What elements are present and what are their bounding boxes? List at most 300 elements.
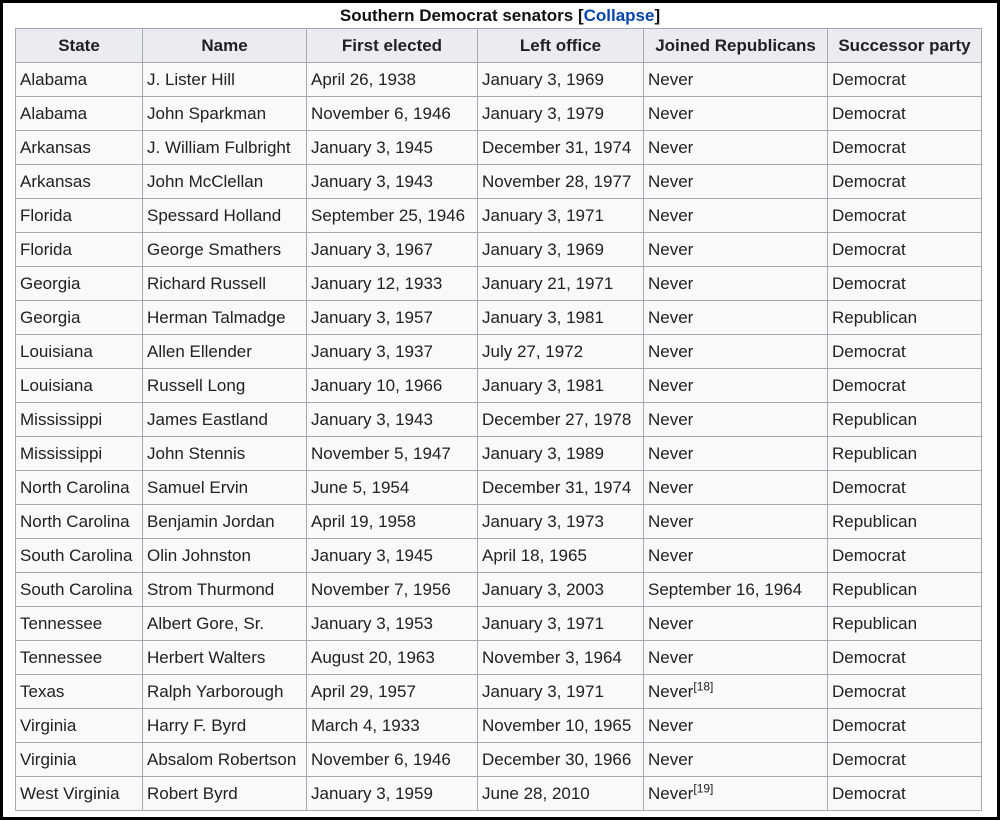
first-elected-cell	[307, 641, 478, 675]
first-elected-cell	[307, 131, 478, 165]
table-row	[16, 199, 982, 233]
first-elected-cell-text: January 3, 1937	[311, 341, 433, 361]
left-office-cell	[478, 97, 644, 131]
table-row	[16, 471, 982, 505]
left-office-cell	[478, 267, 644, 301]
left-office-cell	[478, 165, 644, 199]
table-row	[16, 573, 982, 607]
state-cell-text: South Carolina	[20, 545, 133, 565]
joined-republicans-cell	[644, 641, 828, 675]
joined-republicans-cell-text: Never	[648, 171, 694, 191]
state-cell-text: Mississippi	[20, 409, 103, 429]
left-office-cell-text: January 3, 1969	[482, 239, 604, 259]
table-row	[16, 641, 982, 675]
name-cell	[143, 709, 307, 743]
successor-party-cell-text: Democrat	[832, 239, 906, 259]
joined-republicans-cell	[644, 743, 828, 777]
name-cell-text: Ralph Yarborough	[147, 681, 284, 701]
left-office-cell	[478, 369, 644, 403]
left-office-cell	[478, 607, 644, 641]
joined-republicans-cell	[644, 573, 828, 607]
joined-republicans-cell	[644, 675, 828, 709]
table-row	[16, 675, 982, 709]
state-cell	[16, 165, 143, 199]
state-cell	[16, 97, 143, 131]
table-row	[16, 607, 982, 641]
joined-republicans-cell-text: Never	[648, 545, 694, 565]
first-elected-cell	[307, 97, 478, 131]
joined-republicans-cell	[644, 165, 828, 199]
state-cell	[16, 777, 143, 811]
joined-republicans-cell	[644, 369, 828, 403]
table-row	[16, 743, 982, 777]
joined-republicans-cell	[644, 777, 828, 811]
joined-republicans-cell-text: September 16, 1964	[648, 579, 803, 599]
successor-party-cell	[828, 63, 982, 97]
successor-party-cell	[828, 777, 982, 811]
state-cell-text: Mississippi	[20, 443, 103, 463]
table-row	[16, 369, 982, 403]
successor-party-cell-text: Republican	[832, 443, 918, 463]
successor-party-cell	[828, 641, 982, 675]
state-cell	[16, 131, 143, 165]
state-cell	[16, 63, 143, 97]
state-cell-text: West Virginia	[20, 783, 120, 803]
successor-party-cell-text: Republican	[832, 307, 918, 327]
first-elected-cell	[307, 539, 478, 573]
joined-republicans-cell	[644, 199, 828, 233]
first-elected-cell-text: January 3, 1953	[311, 613, 433, 633]
table-row	[16, 437, 982, 471]
first-elected-cell	[307, 233, 478, 267]
bracket-close: ]	[654, 6, 661, 25]
state-cell-text: Georgia	[20, 273, 81, 293]
successor-party-cell	[828, 437, 982, 471]
joined-republicans-cell	[644, 403, 828, 437]
left-office-cell-text: January 3, 2003	[482, 579, 604, 599]
successor-party-cell	[828, 403, 982, 437]
left-office-cell	[478, 675, 644, 709]
state-cell	[16, 301, 143, 335]
joined-republicans-cell	[644, 607, 828, 641]
joined-republicans-cell	[644, 131, 828, 165]
successor-party-cell	[828, 165, 982, 199]
joined-republicans-cell-text: Never	[648, 715, 694, 735]
left-office-cell-text: November 3, 1964	[482, 647, 622, 667]
name-cell-text: Absalom Robertson	[147, 749, 297, 769]
name-cell	[143, 267, 307, 301]
joined-republicans-cell-text: Never	[648, 511, 694, 531]
successor-party-cell	[828, 471, 982, 505]
state-cell-text: Alabama	[20, 69, 88, 89]
name-cell-text: Herbert Walters	[147, 647, 266, 667]
successor-party-cell	[828, 607, 982, 641]
successor-party-cell-text: Republican	[832, 409, 918, 429]
state-cell-text: Tennessee	[20, 613, 103, 633]
state-cell	[16, 607, 143, 641]
first-elected-cell	[307, 437, 478, 471]
successor-party-cell-text: Democrat	[832, 171, 906, 191]
collapse-link[interactable]: Collapse	[583, 6, 655, 25]
successor-party-cell-text: Republican	[832, 579, 918, 599]
name-cell-text[interactable]: J. William Fulbright	[147, 137, 291, 157]
state-cell-text: Arkansas	[20, 137, 91, 157]
table-body	[16, 63, 982, 811]
name-cell	[143, 199, 307, 233]
state-cell-text: South Carolina	[20, 579, 133, 599]
left-office-cell-text: January 3, 1981	[482, 307, 604, 327]
table-row	[16, 403, 982, 437]
first-elected-cell	[307, 743, 478, 777]
first-elected-cell-text: April 19, 1958	[311, 511, 416, 531]
successor-party-cell	[828, 743, 982, 777]
column-header-joined-republicans[interactable]: Joined Republicans	[644, 29, 828, 63]
name-cell	[143, 539, 307, 573]
name-cell-text: Samuel Ervin	[147, 477, 249, 497]
name-cell	[143, 675, 307, 709]
successor-party-cell	[828, 369, 982, 403]
first-elected-cell	[307, 63, 478, 97]
table-title: Southern Democrat senators	[339, 6, 574, 25]
joined-republicans-cell-text: Never	[648, 613, 694, 633]
state-cell-text: North Carolina	[20, 511, 130, 531]
first-elected-cell-text: June 5, 1954	[311, 477, 410, 497]
left-office-cell-text: December 30, 1966	[482, 749, 632, 769]
name-cell	[143, 743, 307, 777]
first-elected-cell	[307, 301, 478, 335]
successor-party-cell	[828, 301, 982, 335]
left-office-cell	[478, 573, 644, 607]
name-cell	[143, 369, 307, 403]
left-office-cell	[478, 301, 644, 335]
first-elected-cell	[307, 505, 478, 539]
first-elected-cell-text: April 29, 1957	[311, 681, 416, 701]
successor-party-cell-text: Democrat	[832, 681, 906, 701]
name-cell	[143, 505, 307, 539]
table-row	[16, 335, 982, 369]
left-office-cell-text: January 3, 1971	[482, 681, 604, 701]
state-cell-text: Virginia	[20, 715, 77, 735]
left-office-cell-text: April 18, 1965	[482, 545, 587, 565]
state-cell-text: Tennessee	[20, 647, 103, 667]
state-cell	[16, 573, 143, 607]
first-elected-cell	[307, 777, 478, 811]
name-cell-text[interactable]: John Sparkman	[147, 103, 267, 123]
name-cell	[143, 301, 307, 335]
state-cell-text: Florida	[20, 239, 72, 259]
first-elected-cell-text: January 3, 1959	[311, 783, 433, 803]
table-row	[16, 63, 982, 97]
successor-party-cell	[828, 233, 982, 267]
name-cell-text: J. Lister Hill	[147, 69, 235, 89]
left-office-cell-text: December 31, 1974	[482, 477, 632, 497]
successor-party-cell-text: Democrat	[832, 715, 906, 735]
joined-republicans-cell-text: Never	[648, 409, 694, 429]
first-elected-cell	[307, 267, 478, 301]
name-cell-text: James Eastland	[147, 409, 268, 429]
name-cell-text: Spessard Holland	[147, 205, 282, 225]
first-elected-cell-text: January 10, 1966	[311, 375, 443, 395]
first-elected-cell	[307, 709, 478, 743]
first-elected-cell	[307, 471, 478, 505]
first-elected-cell-text: January 3, 1943	[311, 171, 433, 191]
first-elected-cell	[307, 335, 478, 369]
state-cell	[16, 709, 143, 743]
first-elected-cell-text: January 3, 1967	[311, 239, 433, 259]
name-cell	[143, 165, 307, 199]
senators-table	[15, 28, 982, 811]
left-office-cell	[478, 505, 644, 539]
successor-party-cell-text: Democrat	[832, 205, 906, 225]
successor-party-cell	[828, 709, 982, 743]
joined-republicans-cell-text: Never	[648, 681, 694, 701]
left-office-cell	[478, 437, 644, 471]
left-office-cell	[478, 233, 644, 267]
name-cell-text: Benjamin Jordan	[147, 511, 275, 531]
state-cell-text: Louisiana	[20, 341, 93, 361]
left-office-cell	[478, 199, 644, 233]
left-office-cell	[478, 471, 644, 505]
first-elected-cell	[307, 165, 478, 199]
successor-party-cell-text: Republican	[832, 511, 918, 531]
successor-party-cell-text: Democrat	[832, 69, 906, 89]
name-cell-text: George Smathers	[147, 239, 282, 259]
name-cell	[143, 403, 307, 437]
name-cell-text[interactable]: Robert Byrd	[147, 783, 238, 803]
successor-party-cell	[828, 539, 982, 573]
state-cell	[16, 233, 143, 267]
state-cell	[16, 743, 143, 777]
joined-republicans-cell-text: Never	[648, 103, 694, 123]
name-cell-text[interactable]: Albert Gore, Sr.	[147, 613, 265, 633]
left-office-cell-text: January 3, 1971	[482, 205, 604, 225]
name-cell-text: Herman Talmadge	[147, 307, 286, 327]
joined-republicans-cell-text: Never	[648, 69, 694, 89]
left-office-cell-text: January 3, 1971	[482, 613, 604, 633]
state-cell-text: Florida	[20, 205, 72, 225]
name-cell-text[interactable]: Richard Russell	[147, 273, 267, 293]
left-office-cell-text: January 3, 1969	[482, 69, 604, 89]
joined-republicans-cell	[644, 267, 828, 301]
state-cell	[16, 505, 143, 539]
first-elected-cell-text: January 3, 1957	[311, 307, 433, 327]
column-header-first-elected[interactable]: First elected	[307, 29, 478, 63]
name-cell-text: John Stennis	[147, 443, 246, 463]
successor-party-cell	[828, 675, 982, 709]
left-office-cell-text: January 3, 1973	[482, 511, 604, 531]
state-cell-text: Texas	[20, 681, 65, 701]
name-cell-text[interactable]: Harry F. Byrd	[147, 715, 247, 735]
name-cell	[143, 97, 307, 131]
left-office-cell	[478, 403, 644, 437]
name-cell-text[interactable]: John McClellan	[147, 171, 264, 191]
state-cell	[16, 403, 143, 437]
table-row	[16, 777, 982, 811]
header-row	[16, 29, 982, 63]
state-cell-text: Georgia	[20, 307, 81, 327]
left-office-cell	[478, 539, 644, 573]
reference-footnote[interactable]: [18]	[693, 678, 714, 693]
joined-republicans-cell-text: Never	[648, 477, 694, 497]
state-cell-text: Alabama	[20, 103, 88, 123]
left-office-cell-text: January 21, 1971	[482, 273, 614, 293]
table-row	[16, 267, 982, 301]
joined-republicans-cell-text: Never	[648, 783, 694, 803]
first-elected-cell	[307, 675, 478, 709]
left-office-cell-text: November 10, 1965	[482, 715, 632, 735]
left-office-cell-text: July 27, 1972	[482, 341, 584, 361]
successor-party-cell	[828, 131, 982, 165]
name-cell	[143, 233, 307, 267]
first-elected-cell-text: November 6, 1946	[311, 103, 451, 123]
successor-party-cell-text: Democrat	[832, 647, 906, 667]
successor-party-cell	[828, 335, 982, 369]
left-office-cell-text: December 31, 1974	[482, 137, 632, 157]
left-office-cell-text: June 28, 2010	[482, 783, 590, 803]
table-caption	[3, 6, 997, 26]
left-office-cell	[478, 777, 644, 811]
name-cell	[143, 777, 307, 811]
joined-republicans-cell	[644, 335, 828, 369]
first-elected-cell	[307, 573, 478, 607]
successor-party-cell-text: Democrat	[832, 375, 906, 395]
joined-republicans-cell-text: Never	[648, 341, 694, 361]
successor-party-cell-text: Democrat	[832, 783, 906, 803]
left-office-cell	[478, 131, 644, 165]
successor-party-cell	[828, 97, 982, 131]
first-elected-cell	[307, 403, 478, 437]
joined-republicans-cell	[644, 505, 828, 539]
name-cell	[143, 471, 307, 505]
left-office-cell-text: January 3, 1989	[482, 443, 604, 463]
left-office-cell	[478, 743, 644, 777]
name-cell-text[interactable]: Strom Thurmond	[147, 579, 275, 599]
joined-republicans-cell-text: Never	[648, 137, 694, 157]
left-office-cell	[478, 63, 644, 97]
first-elected-cell-text: March 4, 1933	[311, 715, 420, 735]
name-cell-text: Olin Johnston	[147, 545, 251, 565]
successor-party-cell-text: Democrat	[832, 137, 906, 157]
first-elected-cell	[307, 199, 478, 233]
successor-party-cell-text: Democrat	[832, 545, 906, 565]
page-frame	[3, 3, 997, 817]
column-header-successor-party[interactable]: Successor party	[828, 29, 982, 63]
name-cell	[143, 335, 307, 369]
name-cell	[143, 437, 307, 471]
name-cell	[143, 131, 307, 165]
successor-party-cell-text: Democrat	[832, 477, 906, 497]
successor-party-cell	[828, 199, 982, 233]
state-cell	[16, 539, 143, 573]
table-row	[16, 97, 982, 131]
name-cell-text[interactable]: Russell Long	[147, 375, 246, 395]
joined-republicans-cell	[644, 97, 828, 131]
successor-party-cell	[828, 573, 982, 607]
successor-party-cell	[828, 505, 982, 539]
state-cell	[16, 675, 143, 709]
joined-republicans-cell-text: Never	[648, 205, 694, 225]
joined-republicans-cell-text: Never	[648, 375, 694, 395]
table-row	[16, 233, 982, 267]
state-cell	[16, 437, 143, 471]
state-cell	[16, 369, 143, 403]
joined-republicans-cell	[644, 437, 828, 471]
table-row	[16, 301, 982, 335]
state-cell	[16, 267, 143, 301]
state-cell	[16, 199, 143, 233]
first-elected-cell-text: January 3, 1945	[311, 137, 433, 157]
joined-republicans-cell-text: Never	[648, 443, 694, 463]
successor-party-cell-text: Democrat	[832, 103, 906, 123]
successor-party-cell-text: Democrat	[832, 273, 906, 293]
left-office-cell-text: December 27, 1978	[482, 409, 632, 429]
left-office-cell-text: January 3, 1981	[482, 375, 604, 395]
successor-party-cell-text: Democrat	[832, 749, 906, 769]
state-cell-text: Virginia	[20, 749, 77, 769]
left-office-cell	[478, 641, 644, 675]
left-office-cell	[478, 335, 644, 369]
left-office-cell-text: January 3, 1979	[482, 103, 604, 123]
table-row	[16, 709, 982, 743]
table-row	[16, 539, 982, 573]
name-cell	[143, 607, 307, 641]
first-elected-cell	[307, 369, 478, 403]
column-header-state[interactable]: State	[16, 29, 143, 63]
state-cell	[16, 335, 143, 369]
successor-party-cell-text: Republican	[832, 613, 918, 633]
joined-republicans-cell-text: Never	[648, 239, 694, 259]
first-elected-cell-text: November 6, 1946	[311, 749, 451, 769]
first-elected-cell-text: January 3, 1945	[311, 545, 433, 565]
joined-republicans-cell	[644, 709, 828, 743]
column-header-left-office[interactable]: Left office	[478, 29, 644, 63]
joined-republicans-cell	[644, 233, 828, 267]
left-office-cell-text: November 28, 1977	[482, 171, 632, 191]
first-elected-cell-text: November 7, 1956	[311, 579, 451, 599]
state-cell	[16, 641, 143, 675]
joined-republicans-cell	[644, 63, 828, 97]
successor-party-cell	[828, 267, 982, 301]
name-cell	[143, 63, 307, 97]
joined-republicans-cell-text: Never	[648, 307, 694, 327]
state-cell-text: North Carolina	[20, 477, 130, 497]
bracket-open: [	[577, 6, 584, 25]
reference-footnote[interactable]: [19]	[693, 780, 714, 795]
joined-republicans-cell-text: Never	[648, 749, 694, 769]
first-elected-cell-text: August 20, 1963	[311, 647, 435, 667]
name-cell-text: Allen Ellender	[147, 341, 252, 361]
left-office-cell	[478, 709, 644, 743]
table-row	[16, 165, 982, 199]
first-elected-cell	[307, 607, 478, 641]
first-elected-cell-text: November 5, 1947	[311, 443, 451, 463]
successor-party-cell-text: Democrat	[832, 341, 906, 361]
state-cell	[16, 471, 143, 505]
joined-republicans-cell	[644, 301, 828, 335]
name-cell	[143, 573, 307, 607]
state-cell-text: Louisiana	[20, 375, 93, 395]
name-cell	[143, 641, 307, 675]
joined-republicans-cell-text: Never	[648, 647, 694, 667]
table-row	[16, 131, 982, 165]
joined-republicans-cell-text: Never	[648, 273, 694, 293]
joined-republicans-cell	[644, 539, 828, 573]
first-elected-cell-text: January 12, 1933	[311, 273, 443, 293]
first-elected-cell-text: January 3, 1943	[311, 409, 433, 429]
first-elected-cell-text: September 25, 1946	[311, 205, 466, 225]
state-cell-text: Arkansas	[20, 171, 91, 191]
column-header-name[interactable]: Name	[143, 29, 307, 63]
